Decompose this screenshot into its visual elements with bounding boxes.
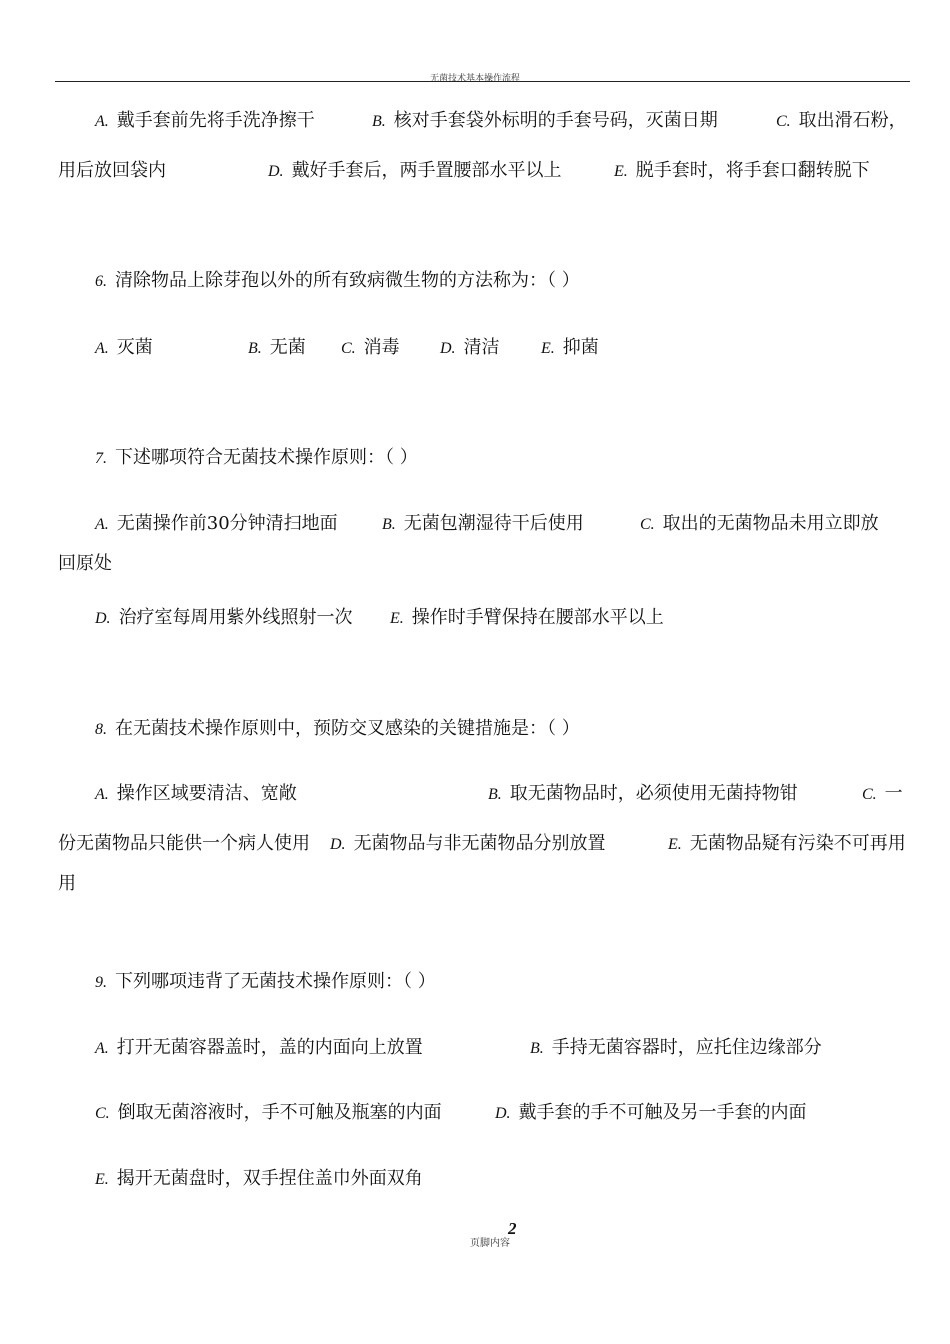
option-letter: E. — [614, 163, 628, 180]
q6-option-b — [248, 337, 306, 360]
option-text: 脱手套时，将手套口翻转脱下 — [635, 160, 870, 181]
option-text: 无菌 — [269, 337, 306, 358]
page-header: 无菌技术基本操作流程 — [429, 74, 520, 84]
q6-stem — [95, 270, 580, 293]
option-letter: B. — [530, 1040, 544, 1057]
option-letter: A. — [95, 113, 109, 130]
option-letter: C. — [640, 516, 655, 533]
q7-option-d — [95, 607, 353, 630]
option-text: 戴手套的手不可触及另一手套的内面 — [518, 1102, 807, 1123]
option-letter: D. — [330, 836, 346, 853]
option-text: 手持无菌容器时，应托住边缘部分 — [551, 1037, 822, 1058]
question-number: 9. — [95, 974, 107, 991]
option-letter: D. — [440, 340, 456, 357]
q7-option-a — [95, 513, 338, 536]
option-text: 灭菌 — [116, 337, 153, 358]
q6-option-d — [440, 337, 500, 360]
option-text: 戴好手套后，两手置腰部水平以上 — [291, 160, 562, 181]
question-text: 下列哪项违背了无菌技术操作原则：（ ） — [115, 971, 436, 992]
question-text: 清除物品上除芽孢以外的所有致病微生物的方法称为：（ ） — [115, 270, 580, 291]
q8-option-c-continuation: 份无菌物品只能供一个病人使用 — [58, 833, 310, 854]
q9-option-b — [530, 1037, 822, 1060]
q5-option-e — [614, 160, 870, 183]
q8-option-e-continuation: 用 — [58, 873, 76, 894]
q8-option-c — [862, 783, 903, 806]
question-text: 下述哪项符合无菌技术操作原则：（ ） — [115, 447, 418, 468]
header-rule — [55, 81, 910, 82]
q8-stem — [95, 718, 580, 741]
option-text: 消毒 — [363, 337, 400, 358]
q9-option-c — [95, 1102, 442, 1125]
option-letter: E. — [390, 610, 404, 627]
q8-option-e — [668, 833, 906, 856]
option-text: 无菌包潮湿待干后使用 — [403, 513, 584, 534]
option-text: 操作时手臂保持在腰部水平以上 — [411, 607, 664, 628]
option-text: 倒取无菌溶液时，手不可触及瓶塞的内面 — [117, 1102, 442, 1123]
option-text: 抑菌 — [562, 337, 599, 358]
option-letter: C. — [862, 786, 877, 803]
q9-option-a — [95, 1037, 423, 1060]
page-number: 2 — [508, 1219, 517, 1238]
option-letter: E. — [668, 836, 682, 853]
option-letter: B. — [488, 786, 502, 803]
option-text: 揭开无菌盘时，双手捏住盖巾外面双角 — [116, 1168, 423, 1189]
option-text: 治疗室每周用紫外线照射一次 — [118, 607, 353, 628]
option-letter: D. — [268, 163, 284, 180]
option-letter: B. — [372, 113, 386, 130]
option-text: 核对手套袋外标明的手套号码，灭菌日期 — [393, 110, 718, 131]
option-letter: A. — [95, 1040, 109, 1057]
option-text: 取无菌物品时，必须使用无菌持物钳 — [509, 783, 798, 804]
option-text: 无菌物品疑有污染不可再用 — [689, 833, 906, 854]
question-number: 7. — [95, 450, 107, 467]
option-text: 戴手套前先将手洗净擦干 — [116, 110, 315, 131]
option-text: 取出的无菌物品未用立即放 — [662, 513, 879, 534]
q9-option-d — [495, 1102, 807, 1125]
q7-option-b — [382, 513, 584, 536]
question-number: 6. — [95, 273, 107, 290]
q6-option-a — [95, 337, 153, 360]
q8-option-d — [330, 833, 606, 856]
q6-option-c — [341, 337, 400, 360]
option-text: 取出滑石粉， — [798, 110, 907, 131]
q5-option-c — [776, 110, 907, 133]
option-letter: B. — [382, 516, 396, 533]
q7-option-c-continuation: 回原处 — [58, 553, 112, 574]
q8-option-a — [95, 783, 297, 806]
q5-option-a — [95, 110, 315, 133]
q7-stem — [95, 447, 418, 470]
q5-option-c-continuation: 用后放回袋内 — [58, 160, 166, 181]
q9-stem — [95, 971, 436, 994]
option-letter: C. — [341, 340, 356, 357]
option-letter: A. — [95, 786, 109, 803]
q5-option-b — [372, 110, 718, 133]
option-text: 无菌物品与非无菌物品分别放置 — [353, 833, 606, 854]
q7-option-c — [640, 513, 879, 536]
option-letter: E. — [541, 340, 555, 357]
option-letter: C. — [95, 1105, 110, 1122]
option-letter: D. — [495, 1105, 511, 1122]
question-number: 8. — [95, 721, 107, 738]
option-letter: D. — [95, 610, 111, 627]
option-text: 清洁 — [463, 337, 500, 358]
option-letter: C. — [776, 113, 791, 130]
question-text: 在无菌技术操作原则中，预防交叉感染的关键措施是：（ ） — [115, 718, 580, 739]
q9-option-e — [95, 1168, 423, 1191]
option-letter: B. — [248, 340, 262, 357]
q5-option-d — [268, 160, 562, 183]
page-footer: 页脚内容 — [470, 1238, 510, 1249]
option-letter: A. — [95, 516, 109, 533]
option-letter: A. — [95, 340, 109, 357]
option-text: 无菌操作前30分钟清扫地面 — [116, 513, 338, 534]
q7-option-e — [390, 607, 664, 630]
option-text: 打开无菌容器盖时，盖的内面向上放置 — [116, 1037, 423, 1058]
option-text: 操作区域要清洁、宽敞 — [116, 783, 297, 804]
option-letter: E. — [95, 1171, 109, 1188]
q8-option-b — [488, 783, 798, 806]
option-text: 一 — [884, 783, 903, 804]
q6-option-e — [541, 337, 599, 360]
